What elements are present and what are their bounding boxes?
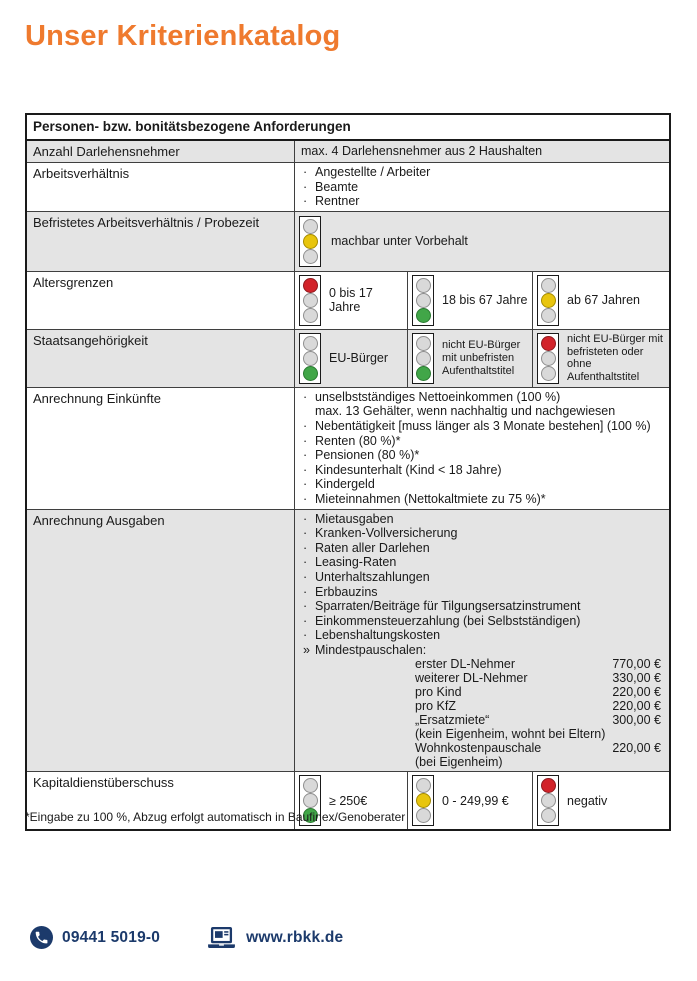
traffic-bulb-off	[303, 219, 318, 234]
light-label: 0 - 249,99 €	[442, 793, 509, 808]
row-content	[295, 330, 669, 387]
bullet-glyph: ·	[303, 511, 308, 526]
bullet-glyph: ·	[303, 628, 308, 643]
bullet-text: Mieteinnahmen (Nettokaltmiete zu 75 %)*	[315, 491, 546, 506]
bullet-glyph: ·	[303, 418, 308, 433]
bullet-item	[295, 512, 669, 527]
traffic-bulb-red-on	[541, 336, 556, 351]
bullet-glyph: ·	[303, 526, 308, 541]
pauschale-item	[295, 727, 669, 741]
bullet-item	[295, 628, 669, 643]
pauschale-item	[295, 699, 669, 713]
bullet-item	[295, 614, 669, 629]
bullet-glyph: ·	[303, 433, 308, 448]
row-content	[295, 163, 669, 211]
traffic-bulb-off	[541, 278, 556, 293]
website-contact	[206, 926, 343, 949]
bullet-item	[295, 492, 669, 507]
row-content	[295, 388, 669, 509]
traffic-bulb-yellow-on	[303, 234, 318, 249]
light-label: 0 bis 17 Jahre	[329, 286, 373, 315]
traffic-light	[299, 333, 321, 384]
traffic-bulb-green-on	[303, 366, 318, 381]
bullet-text: Kindergeld	[315, 477, 375, 492]
bullet-text: Renten (80 %)*	[315, 433, 401, 448]
light-cell	[532, 772, 669, 829]
bullet-text: unselbstständiges Nettoeinkommen (100 %)	[315, 389, 561, 404]
table-row	[27, 330, 669, 388]
bullet-item	[295, 434, 669, 449]
bullet-item	[295, 585, 669, 600]
traffic-bulb-off	[416, 351, 431, 366]
bullet-glyph: ·	[303, 194, 308, 209]
bullet-item	[295, 555, 669, 570]
bullet-item	[295, 390, 669, 405]
traffic-light	[412, 333, 434, 384]
bullet-glyph: ·	[303, 540, 308, 555]
bullet-item	[295, 419, 669, 434]
bullet-glyph: »	[303, 642, 310, 657]
traffic-bulb-off	[303, 293, 318, 308]
traffic-light	[412, 275, 434, 326]
light-cell	[295, 330, 407, 387]
bullet-text: Lebenshaltungskosten	[315, 628, 441, 643]
traffic-bulb-yellow-on	[541, 293, 556, 308]
traffic-bulb-off	[416, 778, 431, 793]
traffic-bulb-off	[303, 249, 318, 264]
table-header: Personen- bzw. bonitätsbezogene Anforderungen	[27, 115, 669, 141]
pauschale-name: (bei Eigenheim)	[415, 755, 503, 770]
traffic-bulb-off	[541, 793, 556, 808]
table-body	[27, 141, 669, 829]
pauschale-value: 770,00 €	[612, 657, 661, 672]
row-content	[295, 212, 669, 271]
traffic-bulb-off	[416, 293, 431, 308]
traffic-bulb-off	[303, 778, 318, 793]
traffic-bulb-off	[541, 351, 556, 366]
bullet-text: Raten aller Darlehen	[315, 540, 430, 555]
pauschale-name: pro Kind	[415, 685, 462, 700]
page-title: Unser Kriterienkatalog	[25, 20, 341, 52]
bullet-item	[295, 404, 669, 419]
bullet-text: Kranken-Vollversicherung	[315, 526, 458, 541]
pauschale-name: weiterer DL-Nehmer	[415, 671, 528, 686]
traffic-light	[412, 775, 434, 826]
bullet-text: Mindestpauschalen:	[315, 642, 427, 657]
bullet-text: max. 13 Gehälter, wenn nachhaltig und nachgewiesen	[315, 404, 616, 419]
light-cell	[407, 330, 532, 387]
bullet-text: Einkommensteuerzahlung (bei Selbstständigen)	[315, 613, 581, 628]
traffic-light	[537, 333, 559, 384]
bullet-glyph: ·	[303, 477, 308, 492]
bullet-text: Unterhaltszahlungen	[315, 569, 430, 584]
row-content	[295, 272, 669, 329]
traffic-bulb-yellow-on	[416, 793, 431, 808]
light-label: 18 bis 67 Jahre	[442, 293, 528, 308]
light-cell	[532, 272, 669, 329]
traffic-light	[299, 216, 321, 267]
bullet-text: Pensionen (80 %)*	[315, 448, 420, 463]
bullet-text: Kindesunterhalt (Kind < 18 Jahre)	[315, 462, 502, 477]
table-row	[27, 510, 669, 773]
bullet-text: Beamte	[315, 179, 359, 194]
light-label: ab 67 Jahren	[567, 293, 640, 308]
bullet-text: Erbbauzins	[315, 584, 378, 599]
bullet-glyph: ·	[303, 555, 308, 570]
light-label: nicht EU-Bürger mit befristeten oder ohne Aufenthaltstitel	[567, 333, 663, 383]
row-content	[295, 510, 669, 772]
light-label: nicht EU-Bürger mit unbefristen Aufenthaltstitel	[442, 339, 521, 377]
pauschale-value: 220,00 €	[612, 741, 661, 756]
bullet-item	[295, 448, 669, 463]
laptop-icon	[206, 926, 237, 949]
light-cell	[532, 330, 669, 387]
phone-number: 09441 5019-0	[62, 928, 161, 946]
bullet-item	[295, 643, 669, 658]
traffic-light	[299, 275, 321, 326]
traffic-light	[537, 775, 559, 826]
traffic-bulb-off	[303, 351, 318, 366]
bullet-item	[295, 180, 669, 195]
light-label: machbar unter Vorbehalt	[331, 234, 468, 249]
table-row	[27, 388, 669, 510]
traffic-bulb-green-on	[416, 366, 431, 381]
bullet-item	[295, 165, 669, 180]
row-label: Anrechnung Einkünfte	[27, 388, 295, 509]
pauschale-item	[295, 657, 669, 671]
pauschale-value: 300,00 €	[612, 713, 661, 728]
pauschale-item	[295, 755, 669, 769]
bullet-text: Nebentätigkeit [muss länger als 3 Monate bestehen] (100 %)	[315, 418, 651, 433]
bullet-item	[295, 463, 669, 478]
traffic-bulb-off	[303, 793, 318, 808]
bullet-item	[295, 477, 669, 492]
bullet-glyph: ·	[303, 389, 308, 404]
traffic-bulb-red-on	[541, 778, 556, 793]
criteria-table	[25, 113, 671, 831]
bullet-glyph: ·	[303, 179, 308, 194]
bullet-glyph: ·	[303, 448, 308, 463]
pauschale-value: 220,00 €	[612, 685, 661, 700]
traffic-bulb-green-on	[416, 308, 431, 323]
table-row	[27, 141, 669, 163]
light-cell	[407, 772, 532, 829]
row-label: Kapitaldienstüberschuss	[27, 772, 295, 829]
traffic-bulb-off	[541, 808, 556, 823]
bullet-item	[295, 541, 669, 556]
bullet-glyph: ·	[303, 584, 308, 599]
traffic-bulb-off	[303, 308, 318, 323]
website-link[interactable]: www.rbkk.de	[246, 928, 344, 946]
traffic-bulb-off	[416, 808, 431, 823]
bullet-glyph: ·	[303, 165, 308, 179]
pauschale-name: pro KfZ	[415, 699, 456, 714]
row-label: Staatsangehörigkeit	[27, 330, 295, 387]
bullet-glyph: ·	[303, 462, 308, 477]
bullet-item	[295, 599, 669, 614]
row-label: Anrechnung Ausgaben	[27, 510, 295, 772]
table-row	[27, 272, 669, 330]
table-row	[27, 212, 669, 272]
row-label: Befristetes Arbeitsverhältnis / Probezeit	[27, 212, 295, 271]
pauschale-name: erster DL-Nehmer	[415, 657, 516, 672]
bullet-item	[295, 570, 669, 585]
footnote: *Eingabe zu 100 %, Abzug erfolgt automatisch in Baufinex/Genoberater	[25, 810, 406, 824]
pauschale-item	[295, 671, 669, 685]
traffic-bulb-off	[416, 278, 431, 293]
light-label: EU-Bürger	[329, 350, 389, 365]
row-label: Anzahl Darlehensnehmer	[27, 141, 295, 162]
bullet-text: Rentner	[315, 194, 360, 209]
bullet-glyph: ·	[303, 599, 308, 614]
pauschale-item	[295, 741, 669, 755]
phone-icon	[30, 926, 53, 949]
bullet-item	[295, 526, 669, 541]
traffic-bulb-red-on	[303, 278, 318, 293]
light-cell	[295, 272, 407, 329]
pauschale-name: „Ersatzmiete“	[415, 713, 490, 728]
table-row	[27, 163, 669, 212]
pauschale-value: 330,00 €	[612, 671, 661, 686]
traffic-bulb-off	[303, 336, 318, 351]
bullet-glyph: ·	[303, 613, 308, 628]
pauschale-name: (kein Eigenheim, wohnt bei Eltern)	[415, 727, 606, 742]
pauschale-value: 220,00 €	[612, 699, 661, 714]
pauschale-name: Wohnkostenpauschale	[415, 741, 542, 756]
phone-contact	[30, 926, 160, 949]
traffic-bulb-off	[541, 366, 556, 381]
bullet-glyph: ·	[303, 491, 308, 506]
bullet-text: Mietausgaben	[315, 511, 394, 526]
bullet-glyph: ·	[303, 569, 308, 584]
bullet-glyph	[303, 404, 315, 419]
bullet-text: Sparraten/Beiträge für Tilgungsersatzinstrument	[315, 599, 581, 614]
row-label: Arbeitsverhältnis	[27, 163, 295, 211]
footer	[30, 926, 343, 949]
pauschale-item	[295, 685, 669, 699]
light-label: ≥ 250€	[329, 793, 368, 808]
traffic-bulb-off	[541, 308, 556, 323]
row-content: max. 4 Darlehensnehmer aus 2 Haushalten	[301, 144, 543, 158]
traffic-bulb-off	[416, 336, 431, 351]
light-cell	[407, 272, 532, 329]
row-label: Altersgrenzen	[27, 272, 295, 329]
bullet-item	[295, 194, 669, 209]
pauschale-item	[295, 713, 669, 727]
bullet-text: Leasing-Raten	[315, 555, 397, 570]
traffic-light	[537, 275, 559, 326]
light-label: negativ	[567, 793, 608, 808]
bullet-text: Angestellte / Arbeiter	[315, 165, 431, 179]
